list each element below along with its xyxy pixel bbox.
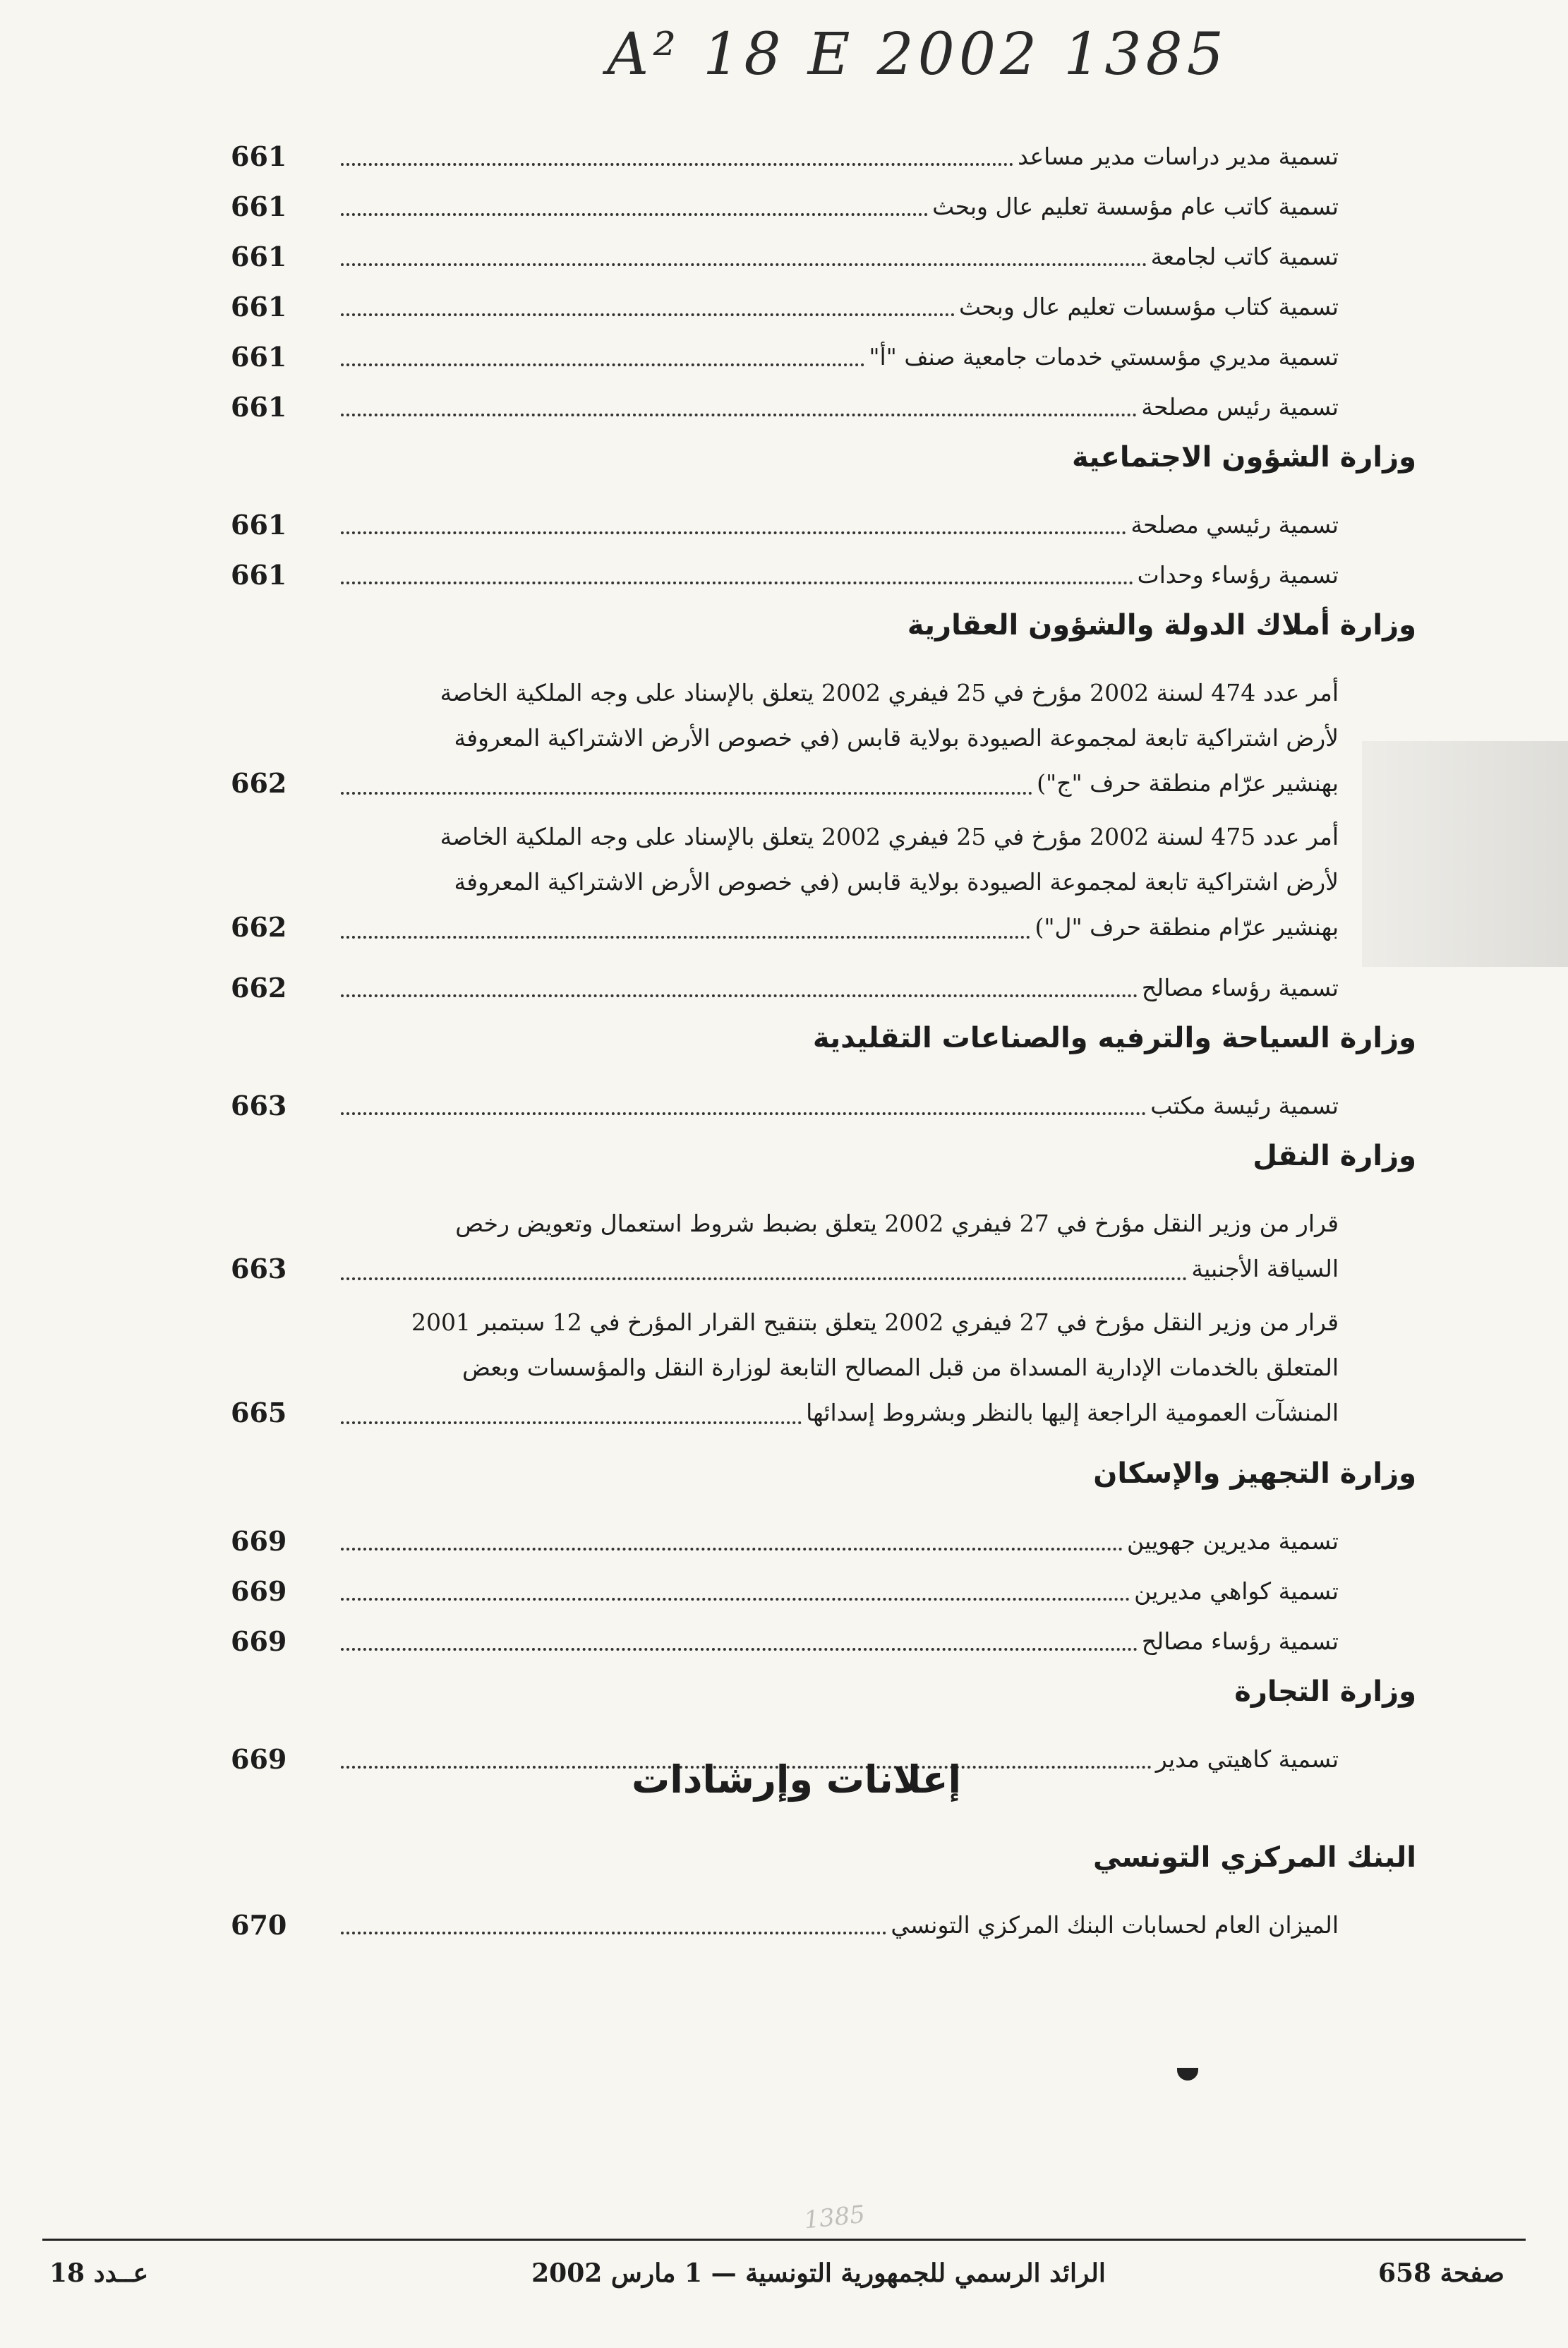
toc-entry[interactable]: تسمية كاتب لجامعة 661 xyxy=(238,227,1339,277)
page-number: 661 xyxy=(231,341,287,373)
page-number: 669 xyxy=(231,1525,287,1557)
dot-leader xyxy=(341,302,955,316)
toc-entry[interactable]: تسمية رئيسي مصلحة 661 xyxy=(238,495,1339,546)
announcements-title: إعلانات وإرشادات xyxy=(631,1757,961,1802)
ministry-heading: وزارة التجارة xyxy=(1234,1675,1416,1708)
page-number: 665 xyxy=(231,1397,287,1428)
dot-leader xyxy=(341,1637,1138,1651)
page-number: 661 xyxy=(231,291,287,323)
ministry-heading: وزارة التجهيز والإسكان xyxy=(1093,1457,1416,1490)
dot-leader xyxy=(341,983,1138,997)
dot-leader xyxy=(341,1266,1187,1280)
dot-leader xyxy=(341,781,1032,795)
toc-entry[interactable]: تسمية كاتب عام مؤسسة تعليم عال وبحث 661 xyxy=(238,177,1339,227)
ink-mark xyxy=(1177,2068,1198,2081)
toc-decree[interactable]: أمر عدد 475 لسنة 2002 مؤرخ في 25 فيفري 2002 يتعلق بالإسناد على وجه الملكية الخاصة لأرض اشتراكية تابعة لمجموعة الصيودة بولاية قابس (في خصوص الأرض الاشتراكية المعروفة بهنشير عرّام منطقة حرف "ل") 662 xyxy=(238,814,1339,950)
page-number: 662 xyxy=(231,972,287,1004)
dot-leader xyxy=(341,1587,1130,1601)
bank-heading: البنك المركزي التونسي xyxy=(1092,1841,1416,1874)
scan-shadow xyxy=(1362,741,1568,967)
toc-entry[interactable]: تسمية رؤساء وحدات 661 xyxy=(238,546,1339,596)
page-number: 661 xyxy=(231,241,287,272)
dot-leader xyxy=(341,352,864,366)
dot-leader xyxy=(341,252,1147,266)
toc-entry[interactable]: الميزان العام لحسابات البنك المركزي التونسي 670 xyxy=(238,1896,1339,1946)
toc-entry[interactable]: تسمية رئيس مصلحة 661 xyxy=(238,378,1339,428)
page-number: 661 xyxy=(231,391,287,423)
toc-entry[interactable]: تسمية مدير دراسات مدير مساعد 661 xyxy=(238,127,1339,177)
page-number: 663 xyxy=(231,1090,287,1121)
dot-leader xyxy=(341,1410,802,1424)
page-number: 661 xyxy=(231,140,287,172)
footer-issue-number: عــدد 18 xyxy=(49,2258,149,2288)
page-number: 669 xyxy=(231,1743,287,1775)
dot-leader xyxy=(341,402,1137,416)
dot-leader xyxy=(341,152,1013,166)
dot-leader xyxy=(341,1536,1123,1551)
dot-leader xyxy=(341,925,1030,939)
toc-entry[interactable]: تسمية مديرين جهويين 669 xyxy=(238,1512,1339,1562)
page-number: 670 xyxy=(231,1909,287,1941)
page-number: 662 xyxy=(231,767,287,799)
page-number: 669 xyxy=(231,1575,287,1607)
handwritten-annotation: A² 18 E 2002 1385 xyxy=(607,21,1228,88)
dot-leader xyxy=(341,202,928,216)
faint-stamp: 1385 xyxy=(802,2200,867,2235)
ministry-heading: وزارة النقل xyxy=(1253,1140,1416,1172)
page-number: 662 xyxy=(231,911,287,943)
toc-decree[interactable]: أمر عدد 474 لسنة 2002 مؤرخ في 25 فيفري 2002 يتعلق بالإسناد على وجه الملكية الخاصة لأرض اشتراكية تابعة لمجموعة الصيودة بولاية قابس (في خصوص الأرض الاشتراكية المعروفة بهنشير عرّام منطقة حرف "ج") 662 xyxy=(238,670,1339,806)
toc-entry[interactable]: تسمية رئيسة مكتب 663 xyxy=(238,1076,1339,1126)
footer-page-number: صفحة 658 xyxy=(1377,2258,1504,2288)
toc-entry[interactable]: تسمية مديري مؤسستي خدمات جامعية صنف "أ" 661 xyxy=(238,327,1339,378)
toc-entry[interactable]: تسمية كتاب مؤسسات تعليم عال وبحث 661 xyxy=(238,277,1339,327)
toc-entry[interactable]: تسمية كاهيتي مدير 669 xyxy=(238,1730,1339,1780)
page-footer xyxy=(42,2258,1526,2301)
toc-entry[interactable]: تسمية كواهي مديرين 669 xyxy=(238,1562,1339,1612)
ministry-heading: وزارة السياحة والترفيه والصناعات التقليدية xyxy=(812,1022,1416,1054)
toc-order[interactable]: قرار من وزير النقل مؤرخ في 27 فيفري 2002 يتعلق بتنقيح القرار المؤرخ في 12 سبتمبر 2001 المتعلق بالخدمات الإدارية المسداة من قبل المصالح التابعة لوزارة النقل والمؤسسات وبعض المنشآت العمومية الراجعة إليها بالنظر وبشروط إسدائها 665 xyxy=(238,1300,1339,1435)
ministry-heading: وزارة أملاك الدولة والشؤون العقارية xyxy=(907,609,1416,642)
announcements-section xyxy=(231,1828,1416,1946)
footer-publication-title: الرائد الرسمي للجمهورية التونسية — 1 مارس 2002 xyxy=(531,2258,1106,2288)
toc-entry[interactable]: تسمية رؤساء مصالح 662 xyxy=(238,958,1339,1009)
ministry-heading: وزارة الشؤون الاجتماعية xyxy=(1071,441,1416,474)
toc-entry[interactable]: تسمية رؤساء مصالح 669 xyxy=(238,1612,1339,1662)
page-number: 661 xyxy=(231,191,287,222)
page-number: 661 xyxy=(231,559,287,591)
footer-divider xyxy=(42,2239,1526,2241)
toc-order[interactable]: قرار من وزير النقل مؤرخ في 27 فيفري 2002 يتعلق بضبط شروط استعمال وتعويض رخص السياقة الأجنبية 663 xyxy=(238,1201,1339,1292)
dot-leader xyxy=(341,520,1126,534)
page-number: 669 xyxy=(231,1625,287,1657)
page-number: 663 xyxy=(231,1253,287,1284)
dot-leader xyxy=(341,1920,886,1934)
dot-leader xyxy=(341,570,1133,584)
page-number: 661 xyxy=(231,509,287,541)
table-of-contents xyxy=(231,127,1416,1780)
dot-leader xyxy=(341,1101,1146,1115)
